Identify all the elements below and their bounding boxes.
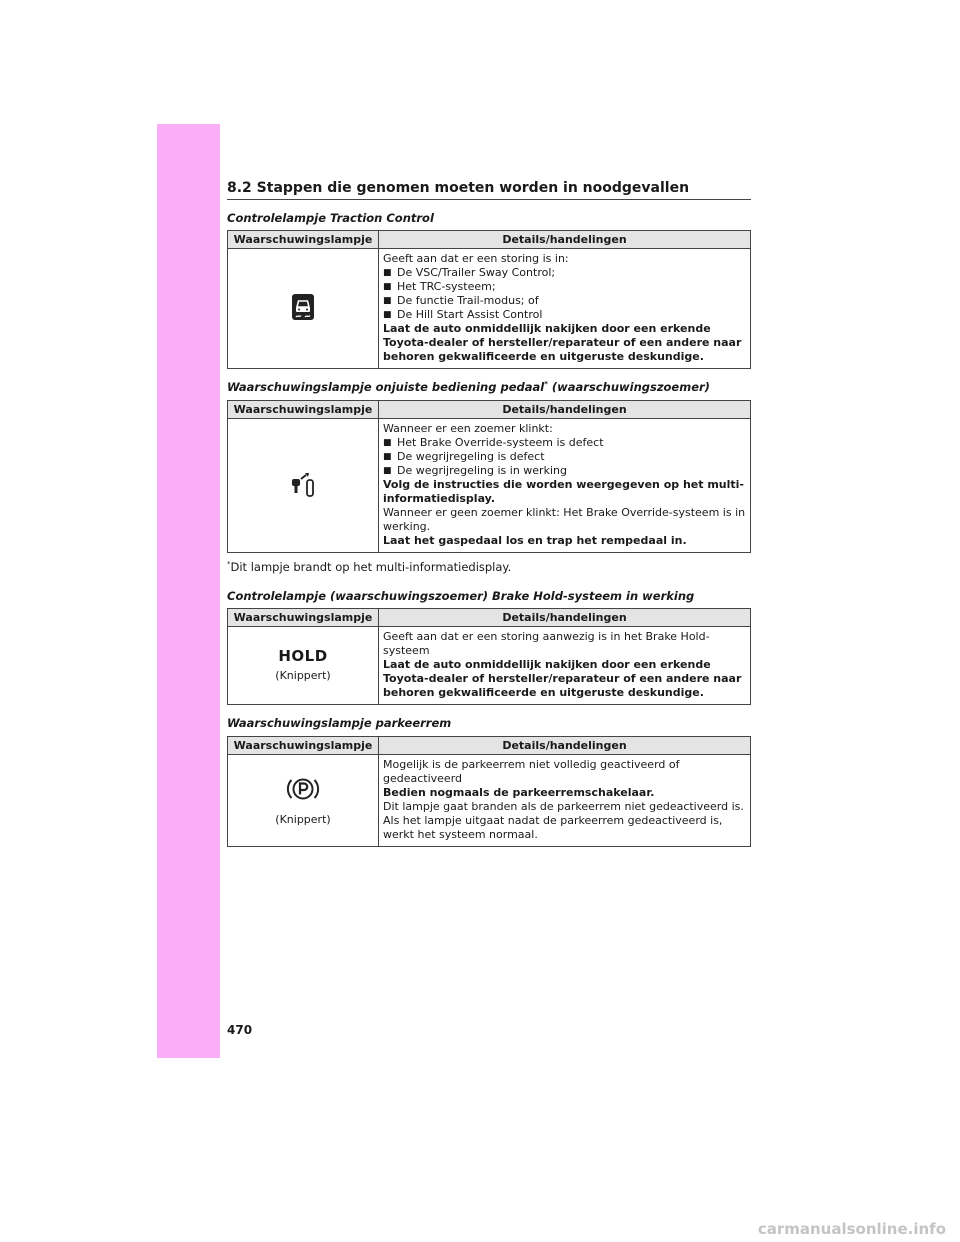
section-title-pedal: Waarschuwingslampje onjuiste bediening pedaal* (waarschuwingszoemer): [227, 380, 710, 394]
brake-hold-table: [227, 608, 751, 705]
chapter-sidebar: [157, 124, 220, 1058]
lamp-cell: [228, 755, 379, 847]
column-header-lamp: Waarschuwingslampje: [228, 737, 379, 755]
details-instruction: Volg de instructies die worden weergegeven op het multi-informatiedisplay.: [383, 478, 744, 505]
column-header-details: Details/handelingen: [379, 609, 751, 627]
section-title-brake-hold: Controlelampje (waarschuwingszoemer) Brake Hold-systeem in werking: [227, 589, 695, 603]
column-header-details: Details/handelingen: [379, 401, 751, 419]
details-text: Wanneer er geen zoemer klinkt: Het Brake Override-systeem is in werking.: [383, 506, 746, 533]
details-instruction: Bedien nogmaals de parkeerremschakelaar.: [383, 786, 655, 799]
icon-caption: (Knippert): [275, 812, 331, 826]
pedal-warning-icon: [289, 470, 317, 502]
lamp-cell: [228, 419, 379, 553]
page-number: 470: [227, 1023, 253, 1037]
column-header-lamp: Waarschuwingslampje: [228, 609, 379, 627]
details-text: Dit lampje gaat branden als de parkeerrem niet gedeactiveerd is. Als het lampje uitgaat nadat de parkeerrem gedeactiveerd is, werkt het systeem normaal.: [383, 800, 744, 841]
details-instruction: Laat de auto onmiddellijk nakijken door een erkende Toyota-dealer of hersteller/reparateur of een andere naar behoren gekwalificeerde en uitgeruste deskundige.: [383, 322, 742, 363]
details-text: Mogelijk is de parkeerrem niet volledig geactiveerd of gedeactiveerd: [383, 758, 680, 785]
icon-caption: (Knippert): [275, 668, 331, 682]
column-header-details: Details/handelingen: [379, 737, 751, 755]
section-title-traction: Controlelampje Traction Control: [227, 211, 434, 225]
column-header-lamp: Waarschuwingslampje: [228, 401, 379, 419]
section-title-parking-brake: Waarschuwingslampje parkeerrem: [227, 716, 452, 730]
details-text: Wanneer er een zoemer klinkt:: [383, 422, 553, 435]
lamp-cell: [228, 627, 379, 705]
bullet-item: ■ De wegrijregeling is defect: [383, 450, 746, 464]
details-text: Geeft aan dat er een storing is in:: [383, 252, 569, 265]
details-cell: [379, 249, 751, 369]
lamp-cell: [228, 249, 379, 369]
details-cell: [379, 627, 751, 705]
bullet-item: ■ Het TRC-systeem;: [383, 280, 746, 294]
bullet-item: ■ De functie Trail-modus; of: [383, 294, 746, 308]
parking-brake-icon: [286, 775, 320, 807]
watermark: carmanualsonline.info: [757, 1220, 946, 1238]
details-cell: [379, 755, 751, 847]
details-instruction: Laat de auto onmiddellijk nakijken door een erkende Toyota-dealer of hersteller/reparateur of een andere naar behoren gekwalificeerde en uitgeruste deskundige.: [383, 658, 742, 699]
column-header-details: Details/handelingen: [379, 231, 751, 249]
details-cell: [379, 419, 751, 553]
details-instruction: Laat het gaspedaal los en trap het rempedaal in.: [383, 534, 687, 547]
column-header-lamp: Waarschuwingslampje: [228, 231, 379, 249]
traction-control-table: [227, 230, 751, 369]
traction-control-icon: [291, 293, 315, 325]
bullet-item: ■ Het Brake Override-systeem is defect: [383, 436, 746, 450]
details-text: Geeft aan dat er een storing aanwezig is in het Brake Hold-systeem: [383, 630, 710, 657]
bullet-item: ■ De Hill Start Assist Control: [383, 308, 746, 322]
bullet-item: ■ De VSC/Trailer Sway Control;: [383, 266, 746, 280]
hold-indicator-icon: HOLD: [278, 646, 328, 665]
footnote: *Dit lampje brandt op het multi-informatiedisplay.: [227, 560, 512, 574]
pedal-warning-table: [227, 400, 751, 553]
parking-brake-table: [227, 736, 751, 847]
page-header: 8.2 Stappen die genomen moeten worden in noodgevallen: [227, 180, 751, 200]
bullet-item: ■ De wegrijregeling is in werking: [383, 464, 746, 478]
